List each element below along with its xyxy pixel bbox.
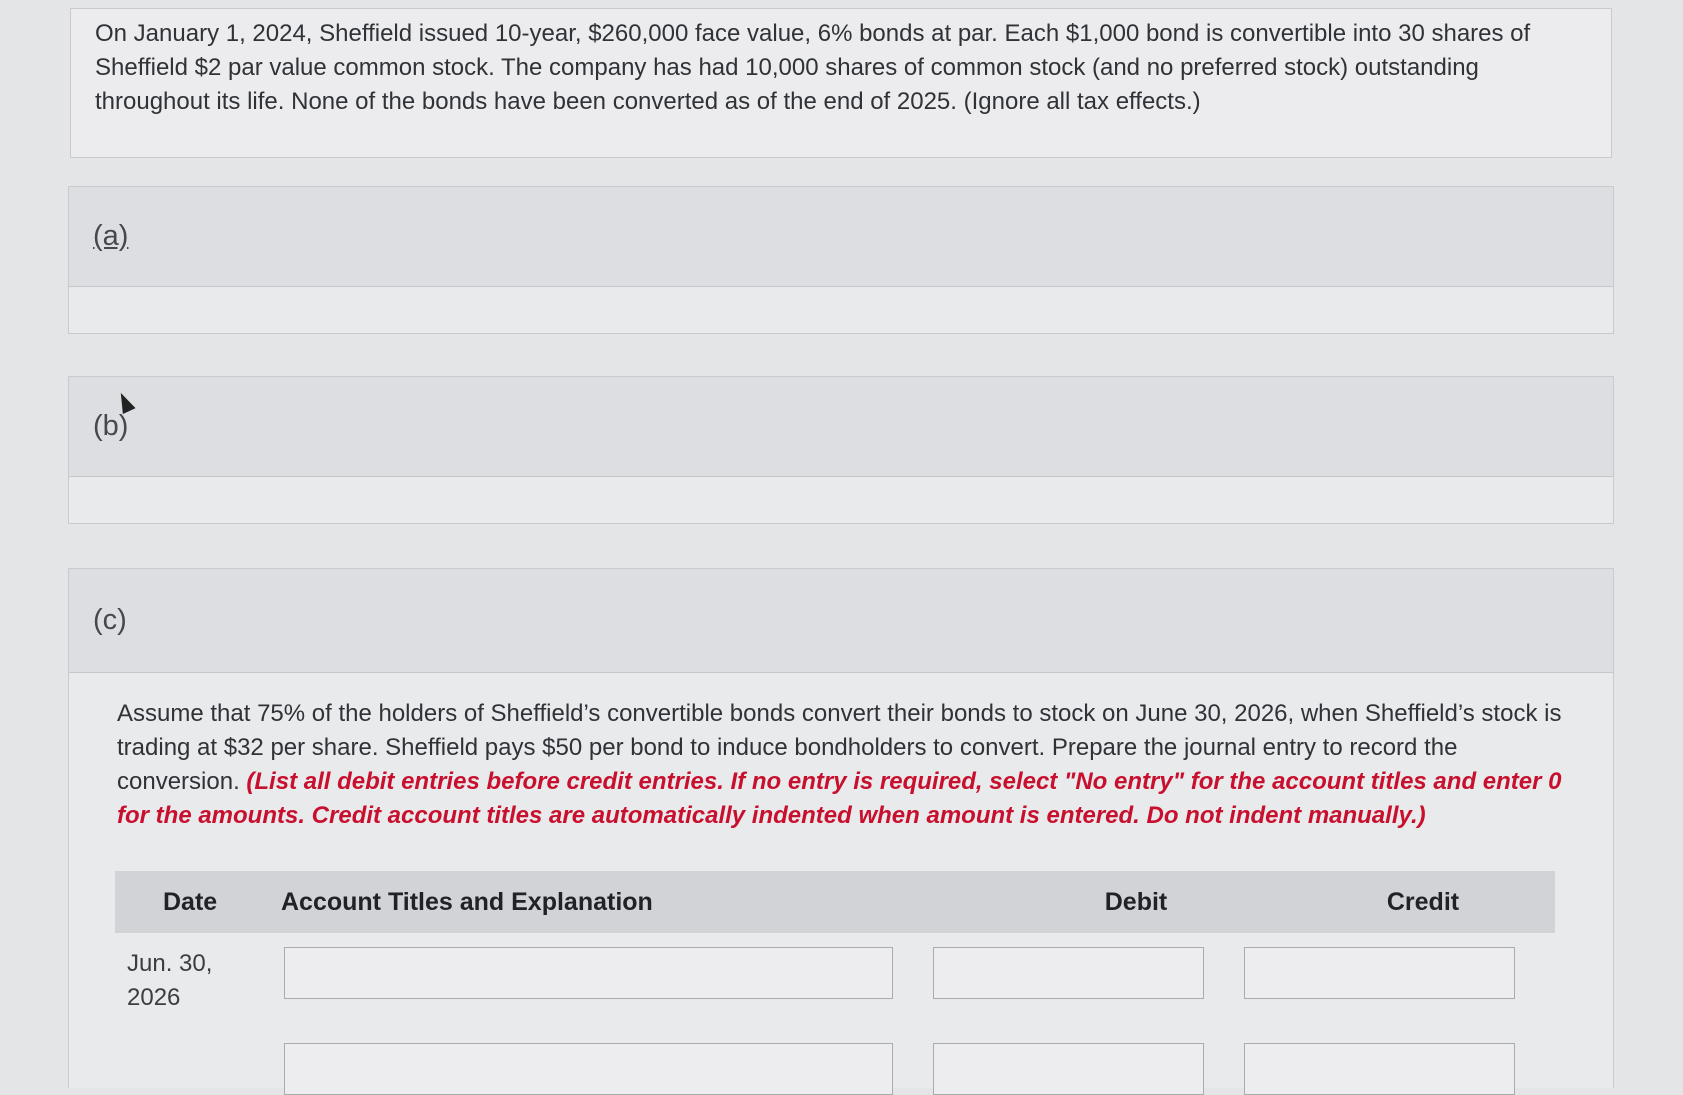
debit-column-header: Debit [1104,887,1168,916]
credit-column-header: Credit [1386,887,1460,916]
part-a-body [69,287,1613,333]
journal-row [115,947,1555,1015]
journal-row-date [115,947,284,1015]
problem-statement [70,8,1612,158]
date-column-header: Date [163,887,218,916]
problem-text: On January 1, 2024, Sheffield issued 10-year, $260,000 face value, 6% bonds at par. Each $1,000 bond is convertible into 30 shares of Sheffield $2 par value common stock. The company has had 10,000 shares of common stock (and no preferred stock) outstanding throughout its life. None of the bonds have been converted as of the end of 2025. (Ignore all tax effects.) [95,20,1531,115]
part-c-instruction-text: Assume that 75% of the holders of Sheffield’s convertible bonds convert their bonds to stock on June 30, 2026, when Sheffield’s stock is trading at $32 per share. Sheffield pays $50 per bond to induce bondholders to convert. Prepare the journal entry to record the conversion. [117,700,1562,795]
part-b-section [68,376,1614,524]
part-c-header[interactable] [69,569,1613,673]
date-line-2: 2026 [127,984,181,1011]
journal-header-row [115,871,1555,933]
credit-amount-input[interactable] [1244,947,1515,999]
journal-entry-table [115,871,1555,1095]
part-a-label: (a) [93,220,129,252]
journal-row [115,1043,1555,1095]
part-b-body [69,477,1613,523]
part-b-label: (b) [93,410,129,442]
credit-amount-input[interactable] [1244,1043,1515,1095]
part-c-label: (c) [93,604,127,636]
part-b-header[interactable] [69,377,1613,477]
part-c-instruction-note: (List all debit entries before credit entries. If no entry is required, select "No entry" for the account titles and enter 0 for the amounts. Credit account titles are automatically indented when amount is entered. Do not indent manually.) [117,768,1562,829]
date-line-1: Jun. 30, [127,950,213,977]
part-a-section [68,186,1614,334]
part-c-instructions [69,673,1613,833]
account-title-input[interactable] [284,947,893,999]
account-column-header: Account Titles and Explanation [281,887,653,916]
account-title-input[interactable] [284,1043,893,1095]
part-c-section [68,568,1614,1088]
debit-amount-input[interactable] [933,1043,1204,1095]
debit-amount-input[interactable] [933,947,1204,999]
part-a-header[interactable] [69,187,1613,287]
